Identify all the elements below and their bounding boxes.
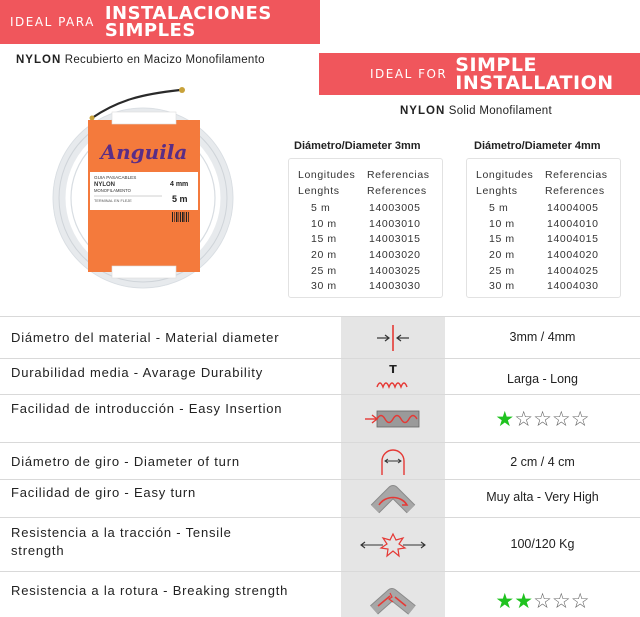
label-size-1: 4 mm [170, 181, 189, 188]
property-label: Resistencia a la rotura - Breaking strength [11, 583, 289, 598]
cable-tip-icon [179, 87, 185, 93]
property-label-line2: strength [11, 543, 65, 558]
subtitle-es-rest: Recubierto en Macizo Monofilamento [64, 54, 265, 66]
label-size-2: 5 m [172, 194, 188, 204]
ref-table-4mm [466, 158, 621, 298]
property-row-turn-diameter [0, 443, 640, 480]
label-clip-top [112, 112, 176, 124]
property-icon-cell [341, 395, 445, 442]
star-empty-icon: ☆ [514, 407, 534, 431]
diameter-arrows-icon [373, 323, 413, 353]
barcode-icon [172, 212, 189, 222]
subtitle-es-bold: NYLON [16, 54, 62, 66]
length-cell: 25 m [311, 264, 337, 277]
reference-cell: 14003015 [369, 233, 421, 246]
breaking-rating [445, 590, 640, 613]
property-label [11, 524, 232, 560]
reference-cell: 14004020 [547, 249, 599, 262]
length-cell: 10 m [489, 217, 515, 230]
reference-cell: 14004030 [547, 280, 599, 293]
length-cell: 15 m [311, 233, 337, 246]
property-icon-cell [341, 359, 445, 394]
length-cell: 5 m [311, 202, 331, 214]
reference-cell: 14003025 [369, 264, 421, 277]
property-row-tensile [0, 518, 640, 572]
property-label: Diámetro de giro - Diameter of turn [11, 454, 240, 469]
ref-head-lengths [476, 167, 533, 199]
ref-rows [289, 201, 442, 295]
durability-t-label: T [389, 362, 397, 376]
bend-tube-icon [369, 483, 417, 515]
cable-crimp-icon [90, 116, 95, 121]
insertion-tube-icon [361, 404, 425, 434]
table-row [467, 232, 620, 248]
length-cell: 10 m [311, 217, 337, 230]
product-image [48, 86, 238, 296]
table-row [289, 217, 442, 233]
property-value: 3mm / 4mm [509, 330, 576, 344]
reference-cell: 14004025 [547, 264, 599, 277]
property-icon-cell [341, 518, 445, 571]
ref-head-lengths-es: Longitudes [476, 169, 534, 181]
property-value: 2 cm / 4 cm [510, 455, 575, 469]
property-value: Larga - Long [507, 372, 578, 386]
turn-diameter-icon [376, 445, 410, 477]
ref-head-lengths-en: Lenghts [476, 185, 518, 197]
banner-es-line1: INSTALACIONES [104, 2, 272, 24]
property-icon-cell [341, 317, 445, 358]
banner-es [0, 0, 320, 44]
length-cell: 5 m [489, 202, 509, 214]
star-empty-icon: ☆ [533, 407, 552, 431]
star-filled-icon: ★ [514, 589, 534, 613]
subtitle-en-rest: Solid Monofilament [448, 105, 552, 117]
table-row [467, 217, 620, 233]
length-cell: 15 m [489, 233, 515, 246]
reference-cell: 14003030 [369, 280, 421, 293]
property-row-easy-turn [0, 480, 640, 518]
property-label: Facilidad de giro - Easy turn [11, 485, 197, 500]
reference-cell: 14004005 [547, 202, 599, 214]
properties-table [0, 316, 640, 617]
banner-en-small: IDEAL FOR [370, 67, 448, 81]
star-empty-icon: ☆ [551, 589, 571, 613]
reference-cell: 14003010 [369, 217, 421, 230]
star-filled-icon: ★ [495, 589, 515, 613]
breaking-tube-icon [368, 584, 418, 617]
banner-en-title [455, 53, 614, 94]
brand-logo: Anguila [100, 140, 188, 164]
property-label: Facilidad de introducción - Easy Insertion [11, 401, 283, 416]
ref-head-references-en: References [545, 185, 605, 197]
property-value: Muy alta - Very High [486, 490, 599, 504]
insertion-rating [445, 408, 640, 431]
ref-table-3mm-title: Diámetro/Diameter 3mm [294, 140, 421, 152]
table-row [289, 248, 442, 264]
property-icon-cell [341, 443, 445, 479]
reference-cell: 14003005 [369, 202, 421, 214]
tensile-burst-icon [357, 529, 429, 561]
banner-en-line2: INSTALLATION [455, 72, 614, 94]
banner-es-small: IDEAL PARA [10, 15, 95, 29]
ref-head-lengths-en: Lenghts [298, 185, 340, 197]
property-row-insertion [0, 395, 640, 443]
table-row [289, 264, 442, 280]
property-label: Durabilidad media - Avarage Durability [11, 365, 263, 380]
ref-table-4mm-title: Diámetro/Diameter 4mm [474, 140, 601, 152]
property-value: 100/120 Kg [510, 537, 575, 551]
ref-head-references [367, 167, 430, 199]
star-empty-icon: ☆ [570, 407, 590, 431]
ref-head-lengths [298, 167, 355, 199]
star-empty-icon: ☆ [570, 589, 590, 613]
property-icon-cell [341, 572, 445, 617]
star-empty-icon: ☆ [551, 407, 571, 431]
star-filled-icon: ★ [495, 407, 515, 431]
ref-rows [467, 201, 620, 295]
ref-table-3mm [288, 158, 443, 298]
reference-cell: 14003020 [369, 249, 421, 262]
label-line-1: GUIA PASACABLES [94, 175, 137, 180]
length-cell: 30 m [489, 280, 515, 293]
length-cell: 20 m [311, 249, 337, 262]
length-cell: 25 m [489, 264, 515, 277]
ref-head-references-en: References [367, 185, 427, 197]
length-cell: 30 m [311, 280, 337, 293]
table-row [467, 201, 620, 217]
ref-head-references-es: Referencias [545, 169, 608, 181]
reference-cell: 14004010 [547, 217, 599, 230]
property-row-durability [0, 359, 640, 395]
property-icon-cell [341, 480, 445, 517]
banner-en-line1: SIMPLE [455, 53, 537, 76]
subtitle-en-bold: NYLON [400, 105, 446, 117]
ref-head-lengths-es: Longitudes [298, 169, 356, 181]
subtitle-es [16, 54, 265, 66]
durability-wave-icon [371, 361, 415, 393]
length-cell: 20 m [489, 249, 515, 262]
reference-cell: 14004015 [547, 233, 599, 246]
property-row-breaking [0, 572, 640, 617]
subtitle-en [400, 105, 552, 117]
ref-head-references [545, 167, 608, 199]
table-row [289, 279, 442, 295]
banner-en [319, 53, 640, 95]
property-label-line1: Resistencia a la tracción - Tensile [11, 525, 232, 540]
star-empty-icon: ☆ [533, 589, 552, 613]
banner-es-title [104, 2, 272, 41]
banner-es-line2: SIMPLES [104, 20, 196, 41]
property-label: Diámetro del material - Material diameter [11, 330, 280, 345]
table-row [467, 264, 620, 280]
label-line-2: NYLON [94, 182, 115, 188]
label-clip-bottom [112, 266, 176, 278]
ref-head-references-es: Referencias [367, 169, 430, 181]
label-line-3: MONOFILAMENTO [94, 188, 131, 193]
table-row [289, 232, 442, 248]
label-small-text: TERMINAL EN FLEJE [94, 199, 132, 203]
table-row [467, 279, 620, 295]
property-row-diameter [0, 316, 640, 359]
table-row [467, 248, 620, 264]
table-row [289, 201, 442, 217]
